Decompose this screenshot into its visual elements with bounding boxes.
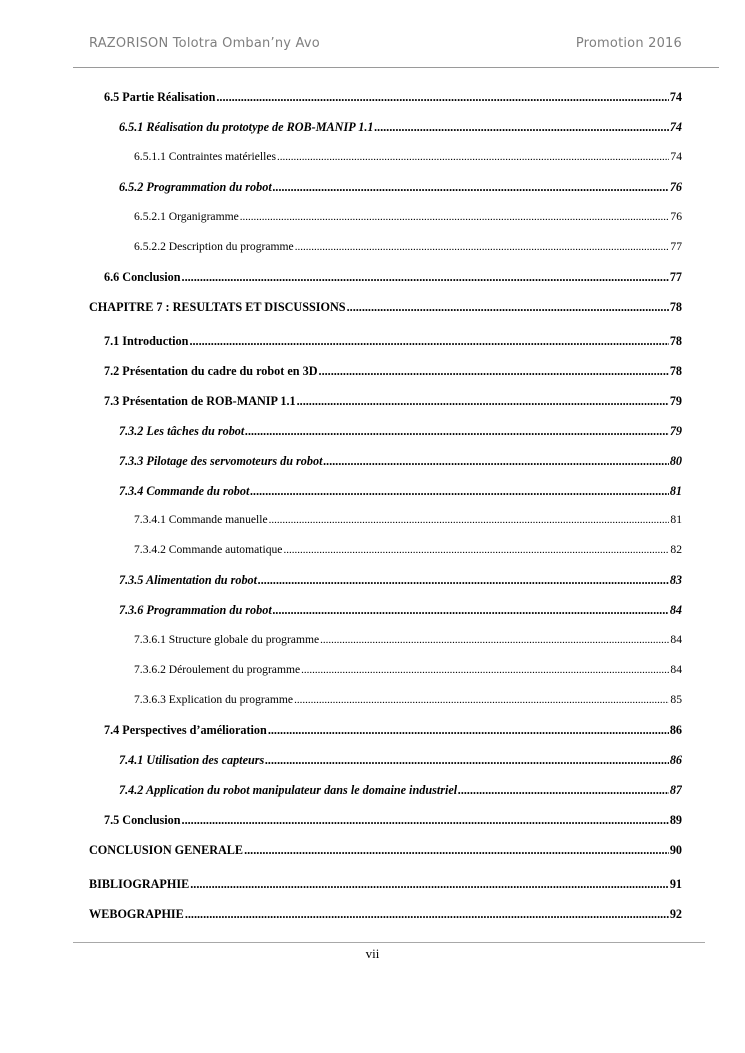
toc-entry-page: 92 bbox=[669, 907, 682, 921]
toc-entry-page: 74 bbox=[669, 90, 682, 104]
toc-entry-title: 6.5.1 Réalisation du prototype de ROB-MANIP 1.1 bbox=[119, 120, 374, 134]
toc-entry[interactable] bbox=[134, 632, 682, 648]
toc-leader-dots bbox=[374, 119, 668, 135]
toc-entry-title: CHAPITRE 7 : RESULTATS ET DISCUSSIONS bbox=[89, 300, 346, 314]
toc-entry-title: 6.5.2 Programmation du robot bbox=[119, 180, 272, 194]
toc-leader-dots bbox=[273, 602, 669, 618]
toc-entry[interactable] bbox=[104, 393, 682, 409]
toc-entry[interactable] bbox=[104, 812, 682, 828]
toc-entry-page: 86 bbox=[669, 723, 682, 737]
toc-entry[interactable] bbox=[134, 542, 682, 558]
header-author: RAZORISON Tolotra Omban’ny Avo bbox=[89, 36, 320, 51]
toc-entry-page: 76 bbox=[670, 210, 682, 223]
toc-entry-page: 76 bbox=[669, 180, 682, 194]
toc-entry-page: 89 bbox=[669, 813, 682, 827]
toc-entry-title: BIBLIOGRAPHIE bbox=[89, 877, 190, 891]
toc-entry-page: 84 bbox=[670, 663, 682, 676]
page-number: vii bbox=[365, 946, 380, 961]
toc-leader-dots bbox=[301, 662, 669, 678]
toc-entry[interactable] bbox=[119, 179, 682, 195]
toc-entry[interactable] bbox=[134, 239, 682, 255]
toc-entry[interactable] bbox=[104, 269, 682, 285]
toc-entry-title: 7.3.4.1 Commande manuelle bbox=[134, 513, 268, 526]
toc-entry-page: 86 bbox=[669, 753, 682, 767]
toc-leader-dots bbox=[190, 876, 669, 892]
toc-entry-title: 7.3.6.2 Déroulement du programme bbox=[134, 663, 301, 676]
toc-entry-title: 6.5 Partie Réalisation bbox=[104, 90, 216, 104]
toc-entry-title: 7.3.4 Commande du robot bbox=[119, 484, 250, 498]
toc-entry-page: 78 bbox=[669, 334, 682, 348]
toc-entry-title: 7.4.2 Application du robot manipulateur dans le domaine industriel bbox=[119, 783, 458, 797]
toc-entry[interactable] bbox=[104, 89, 682, 105]
toc-entry-title: 7.4.1 Utilisation des capteurs bbox=[119, 753, 265, 767]
toc-leader-dots bbox=[240, 209, 670, 225]
toc-entry-title: 7.3.6 Programmation du robot bbox=[119, 603, 272, 617]
header-divider bbox=[73, 67, 719, 68]
toc-entry-page: 77 bbox=[670, 240, 682, 253]
toc-leader-dots bbox=[250, 483, 668, 499]
toc-leader-dots bbox=[294, 692, 669, 708]
toc-entry[interactable] bbox=[104, 333, 682, 349]
toc-entry-title: 7.4 Perspectives d’amélioration bbox=[104, 723, 267, 737]
toc-leader-dots bbox=[245, 423, 669, 439]
toc-leader-dots bbox=[216, 89, 668, 105]
toc-entry-page: 91 bbox=[669, 877, 682, 891]
toc-leader-dots bbox=[458, 782, 669, 798]
toc-entry-page: 82 bbox=[670, 543, 682, 556]
toc-entry[interactable] bbox=[119, 752, 682, 768]
toc-entry-title: WEBOGRAPHIE bbox=[89, 907, 184, 921]
toc-entry[interactable] bbox=[119, 602, 682, 618]
toc-entry-page: 81 bbox=[669, 484, 682, 498]
toc-entry[interactable] bbox=[89, 299, 682, 315]
toc-leader-dots bbox=[265, 752, 669, 768]
toc-entry[interactable] bbox=[119, 782, 682, 798]
toc-leader-dots bbox=[320, 632, 669, 648]
toc-entry-page: 87 bbox=[669, 783, 682, 797]
toc-leader-dots bbox=[189, 333, 668, 349]
toc-leader-dots bbox=[273, 179, 669, 195]
toc-entry-title: 7.3.6.1 Structure globale du programme bbox=[134, 633, 320, 646]
toc-leader-dots bbox=[297, 393, 669, 409]
toc-entry-title: 7.3.3 Pilotage des servomoteurs du robot bbox=[119, 454, 323, 468]
toc-entry-page: 81 bbox=[670, 513, 682, 526]
toc-entry-title: 6.5.1.1 Contraintes matérielles bbox=[134, 150, 276, 163]
toc-entry-title: 7.1 Introduction bbox=[104, 334, 189, 348]
toc-entry-page: 85 bbox=[670, 693, 682, 706]
toc-leader-dots bbox=[319, 363, 669, 379]
toc-entry-page: 83 bbox=[669, 573, 682, 587]
toc-entry[interactable] bbox=[119, 483, 682, 499]
toc-entry-page: 84 bbox=[670, 633, 682, 646]
toc-entry-page: 84 bbox=[669, 603, 682, 617]
toc-entry-page: 78 bbox=[669, 300, 682, 314]
toc-entry-page: 78 bbox=[669, 364, 682, 378]
toc-entry-page: 79 bbox=[669, 424, 682, 438]
toc-entry[interactable] bbox=[134, 512, 682, 528]
toc-entry-title: 7.3.6.3 Explication du programme bbox=[134, 693, 294, 706]
toc-leader-dots bbox=[347, 299, 669, 315]
toc-leader-dots bbox=[295, 239, 670, 255]
toc-leader-dots bbox=[182, 269, 669, 285]
toc-entry-title: 7.3.5 Alimentation du robot bbox=[119, 573, 258, 587]
toc-entry-title: CONCLUSION GENERALE bbox=[89, 843, 244, 857]
page-header bbox=[0, 0, 745, 70]
toc-entry[interactable] bbox=[134, 692, 682, 708]
toc-leader-dots bbox=[323, 453, 668, 469]
toc-leader-dots bbox=[258, 572, 669, 588]
toc-entry-page: 90 bbox=[669, 843, 682, 857]
toc-entry-title: 7.5 Conclusion bbox=[104, 813, 181, 827]
toc-leader-dots bbox=[244, 842, 669, 858]
toc-leader-dots bbox=[182, 812, 669, 828]
footer-divider bbox=[73, 942, 705, 943]
toc-entry-title: 6.5.2.2 Description du programme bbox=[134, 240, 294, 253]
toc-entry-page: 79 bbox=[669, 394, 682, 408]
toc-entry[interactable] bbox=[89, 906, 682, 922]
header-promotion: Promotion 2016 bbox=[575, 36, 682, 51]
toc-entry[interactable] bbox=[104, 363, 682, 379]
toc-entry[interactable] bbox=[119, 453, 682, 469]
toc-entry-title: 6.5.2.1 Organigramme bbox=[134, 210, 239, 223]
toc-entry[interactable] bbox=[119, 423, 682, 439]
toc-entry[interactable] bbox=[119, 119, 682, 135]
toc-entry-title: 7.3.2 Les tâches du robot bbox=[119, 424, 245, 438]
toc-entry-page: 77 bbox=[669, 270, 682, 284]
toc-entry[interactable] bbox=[134, 149, 682, 165]
toc-leader-dots bbox=[277, 149, 669, 165]
toc-entry-title: 6.6 Conclusion bbox=[104, 270, 181, 284]
toc-entry-title: 7.3 Présentation de ROB-MANIP 1.1 bbox=[104, 394, 296, 408]
toc-entry-title: 7.3.4.2 Commande automatique bbox=[134, 543, 283, 556]
toc-entry-page: 74 bbox=[669, 120, 682, 134]
toc-entry-page: 74 bbox=[670, 150, 682, 163]
toc-entry[interactable] bbox=[134, 662, 682, 678]
toc-entry-page: 80 bbox=[669, 454, 682, 468]
toc-leader-dots bbox=[185, 906, 669, 922]
toc-entry-title: 7.2 Présentation du cadre du robot en 3D bbox=[104, 364, 318, 378]
toc-entry[interactable] bbox=[119, 572, 682, 588]
toc-leader-dots bbox=[283, 542, 669, 558]
toc-leader-dots bbox=[269, 512, 670, 528]
toc-entry[interactable] bbox=[104, 722, 682, 738]
toc-entry[interactable] bbox=[89, 876, 682, 892]
toc-entry[interactable] bbox=[89, 842, 682, 858]
toc-leader-dots bbox=[268, 722, 669, 738]
toc-entry[interactable] bbox=[134, 209, 682, 225]
